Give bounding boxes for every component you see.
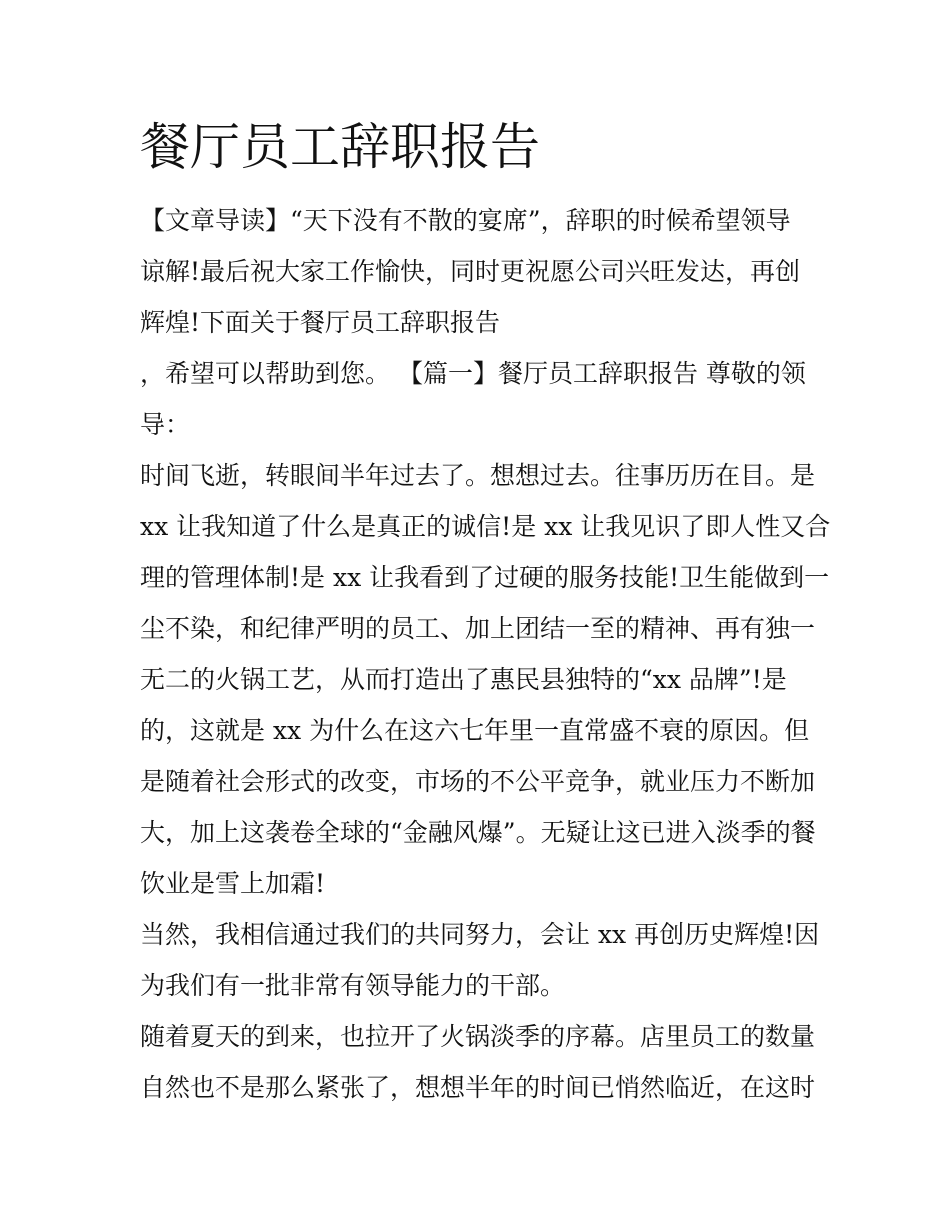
text-line: xx 让我知道了什么是真正的诚信!是 xx 让我见识了即人性又合: [140, 512, 831, 541]
text-line: 时间飞逝，转眼间半年过去了。想想过去。往事历历在目。是: [140, 461, 816, 490]
text-line: 尘不染，和纪律严明的员工、加上团结一至的精神、再有独一: [140, 614, 816, 643]
text-line: 【文章导读】“天下没有不散的宴席”，辞职的时候希望领导: [140, 206, 791, 235]
text-line: 谅解!最后祝大家工作愉快，同时更祝愿公司兴旺发达，再创: [140, 257, 801, 286]
document-title: 餐厅员工辞职报告: [140, 118, 540, 176]
text-line: 理的管理体制!是 xx 让我看到了过硬的服务技能!卫生能做到一: [140, 563, 830, 592]
text-line: 当然，我相信通过我们的共同努力，会让 xx 再创历史辉煌!因: [140, 920, 820, 949]
text-line: 辉煌!下面关于餐厅员工辞职报告: [140, 308, 501, 337]
text-line: 导：: [140, 410, 191, 439]
text-line: 自然也不是那么紧张了，想想半年的时间已悄然临近，在这时: [140, 1073, 816, 1102]
text-line: 大，加上这袭卷全球的“金融风爆”。无疑让这已进入淡季的餐: [140, 818, 816, 847]
text-line: 为我们有一批非常有领导能力的干部。: [140, 971, 566, 1000]
text-line: 随着夏天的到来，也拉开了火锅淡季的序幕。店里员工的数量: [140, 1022, 816, 1051]
text-line: ，希望可以帮助到您。 【篇一】餐厅员工辞职报告 尊敬的领: [140, 359, 806, 388]
text-line: 饮业是雪上加霜!: [140, 869, 326, 898]
text-line: 无二的火锅工艺，从而打造出了惠民县独特的“xx 品牌”!是: [140, 665, 787, 694]
text-line: 的，这就是 xx 为什么在这六七年里一直常盛不衰的原因。但: [140, 716, 810, 745]
text-line: 是随着社会形式的改变，市场的不公平竞争，就业压力不断加: [140, 767, 816, 796]
